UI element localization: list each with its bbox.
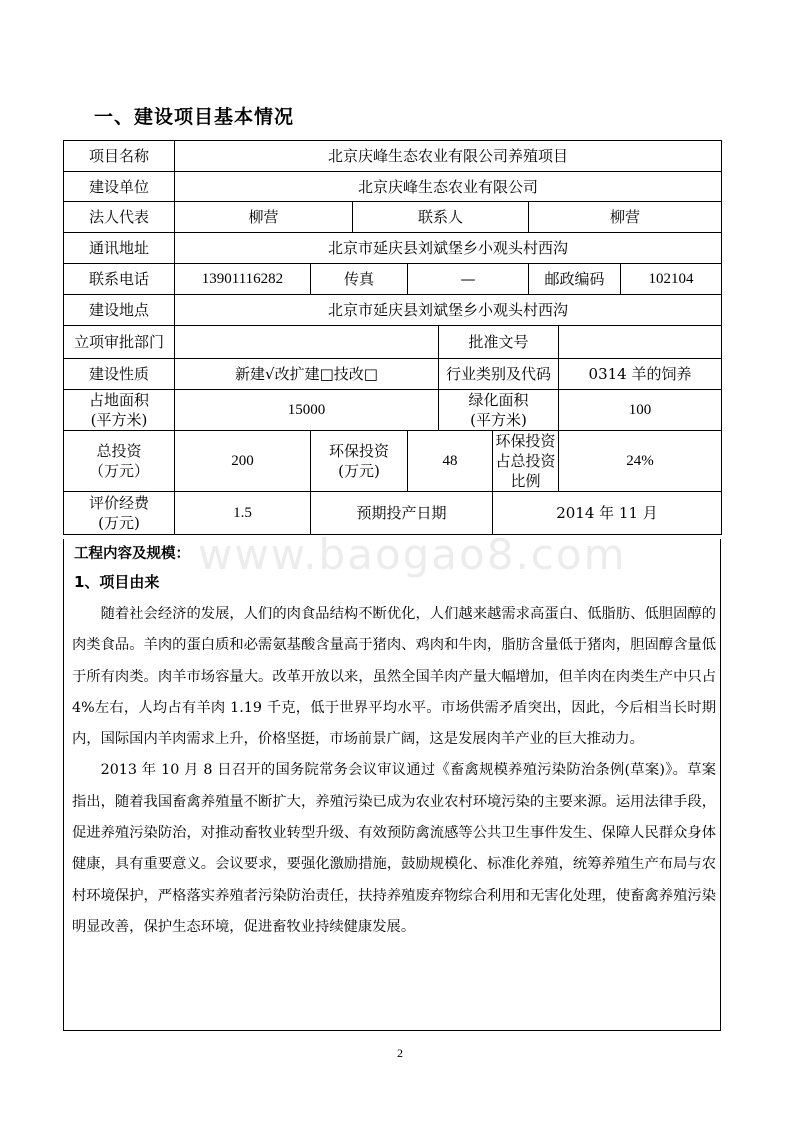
section-heading: 一、建设项目基本情况: [94, 106, 295, 128]
label-green-area-line2: (平方米): [470, 411, 527, 429]
value-land-area: 15000: [175, 390, 439, 431]
label-eval-fee: [64, 492, 175, 535]
label-approval-dept: 立项审批部门: [64, 326, 175, 359]
label-eval-fee-line1: 评价经费: [88, 494, 149, 512]
watermark: www.baogao8.com: [198, 530, 627, 579]
label-env-invest-line2: (万元): [338, 462, 380, 480]
label-land-area-line1: 占地面积: [88, 391, 149, 409]
label-total-invest: [64, 431, 175, 492]
label-approval-no: 批准文号: [439, 326, 559, 359]
project-info-table: [63, 140, 722, 535]
label-phone: 联系电话: [64, 264, 175, 295]
row-approval: [64, 326, 722, 359]
value-approval-dept: [175, 326, 439, 359]
row-construction-unit: [64, 172, 722, 202]
content-subtitle: 1、项目由来: [74, 573, 160, 591]
value-env-ratio: 24%: [559, 431, 722, 492]
content-paragraph-1: 随着社会经济的发展，人们的肉食品结构不断优化，人们越来越需求高蛋白、低脂肪、低胆固醇的肉类食品。羊肉的蛋白质和必需氨基酸含量高于猪肉、鸡肉和牛肉，脂肪含量低于猪肉，胆固醇含量低于所有肉类。肉羊市场容量大。改革开放以来，虽然全国羊肉产量大幅增加，但羊肉在肉类生产中只占 4%左右，人均占有羊肉 1.19 千克，低于世界平均水平。市场供需矛盾突出，因此，今后相当长时期内，国际国内羊肉需求上升，价格坚挺，市场前景广阔，这是发展肉羊产业的巨大推动力。: [72, 606, 716, 748]
content-body: [72, 599, 716, 943]
value-green-area: 100: [559, 390, 722, 431]
label-total-invest-line2: （万元）: [88, 462, 149, 480]
label-env-ratio-line3: 比例: [510, 472, 541, 490]
value-contact: 柳营: [529, 202, 722, 233]
label-nature: 建设性质: [64, 359, 175, 390]
label-project-name: 项目名称: [64, 141, 175, 172]
row-phone: [64, 264, 722, 295]
value-postal: 102104: [621, 264, 722, 295]
value-eval-fee: 1.5: [175, 492, 311, 535]
value-industry: 0314 羊的饲养: [559, 359, 722, 390]
label-legal-rep: 法人代表: [64, 202, 175, 233]
label-green-area-line1: 绿化面积: [468, 391, 529, 409]
label-env-ratio: [493, 431, 559, 492]
row-address: [64, 233, 722, 264]
label-env-ratio-line2: 占总投资: [495, 452, 556, 470]
label-green-area: [439, 390, 559, 431]
label-industry: 行业类别及代码: [439, 359, 559, 390]
row-location: [64, 295, 722, 326]
label-env-invest: [311, 431, 408, 492]
label-address: 通讯地址: [64, 233, 175, 264]
label-eval-fee-line2: (万元): [98, 514, 140, 532]
label-land-area: [64, 390, 175, 431]
label-total-invest-line1: 总投资: [96, 442, 142, 460]
value-location: 北京市延庆县刘斌堡乡小观头村西沟: [175, 295, 722, 326]
label-env-ratio-line1: 环保投资: [495, 432, 556, 450]
label-contact: 联系人: [353, 202, 529, 233]
row-project-name: [64, 141, 722, 172]
value-total-invest: 200: [175, 431, 311, 492]
label-land-area-line2: (平方米): [90, 411, 148, 429]
row-eval-fee: [64, 492, 722, 535]
row-nature: [64, 359, 722, 390]
value-production-date: 2014 年 11 月: [493, 492, 722, 535]
value-project-name: 北京庆峰生态农业有限公司养殖项目: [175, 141, 722, 172]
value-address: 北京市延庆县刘斌堡乡小观头村西沟: [175, 233, 722, 264]
label-env-invest-line1: 环保投资: [328, 442, 389, 460]
row-legal-rep: [64, 202, 722, 233]
content-title: 工程内容及规模：: [74, 546, 190, 562]
label-fax: 传真: [311, 264, 408, 295]
value-fax: —: [408, 264, 529, 295]
label-production-date: 预期投产日期: [311, 492, 493, 535]
label-construction-unit: 建设单位: [64, 172, 175, 202]
label-postal: 邮政编码: [529, 264, 621, 295]
label-location: 建设地点: [64, 295, 175, 326]
value-legal-rep: 柳营: [175, 202, 353, 233]
value-env-invest: 48: [408, 431, 493, 492]
value-approval-no: [559, 326, 722, 359]
row-investment: [64, 431, 722, 492]
value-construction-unit: 北京庆峰生态农业有限公司: [175, 172, 722, 202]
value-phone: 13901116282: [175, 264, 311, 295]
value-nature: 新建√改扩建□技改□: [175, 359, 439, 390]
project-content-box: [63, 539, 721, 1031]
content-paragraph-2: 2013 年 10 月 8 日召开的国务院常务会议审议通过《畜禽规模养殖污染防治条例(草案)》。草案指出，随着我国畜禽养殖量不断扩大，养殖污染已成为农业农村环境污染的主要来源。运用法律手段，促进养殖污染防治，对推动畜牧业转型升级、有效预防禽流感等公共卫生事件发生、保障人民群众身体健康，具有重要意义。会议要求，要强化激励措施，鼓励规模化、标准化养殖，统筹养殖生产布局与农村环境保护，严格落实养殖者污染防治责任，扶持养殖废弃物综合利用和无害化处理，使畜禽养殖污染明显改善，保护生态环境，促进畜牧业持续健康发展。: [72, 762, 716, 935]
row-area: [64, 390, 722, 431]
page-number: 2: [397, 1046, 403, 1060]
